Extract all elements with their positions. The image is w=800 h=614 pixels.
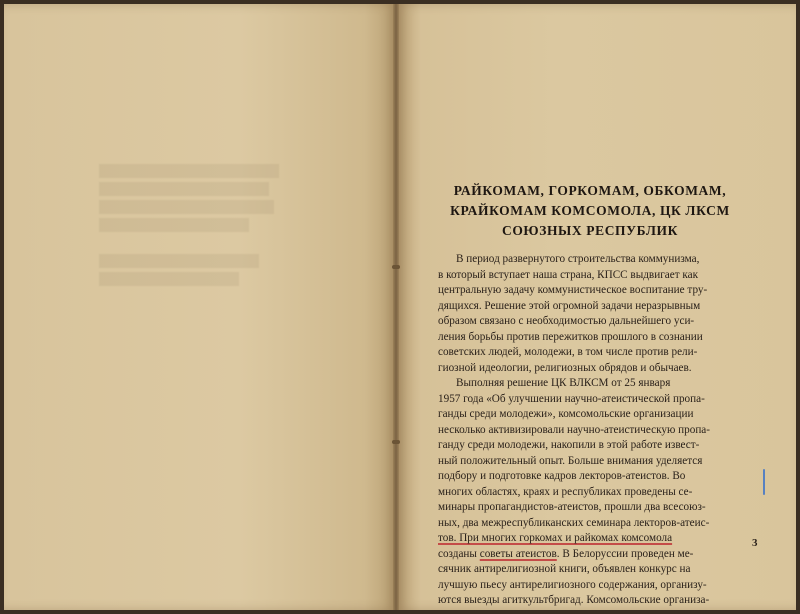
text-line: ных, два межреспубликанских семинара лекторов-атеис- xyxy=(438,516,710,529)
text-fragment: созданы xyxy=(438,547,480,560)
underlined-phrase: советы атеистов xyxy=(479,547,557,560)
staple xyxy=(392,440,400,444)
text-line: Выполняя решение ЦК ВЛКСМ от 25 января xyxy=(456,377,671,389)
text-line: многих областях, краях и республиках проведены се- xyxy=(438,485,693,498)
text-line: минары пропагандистов-атеистов, прошли два всесоюз- xyxy=(438,501,706,513)
text-line: 1957 года «Об улучшении научно-атеистической пропа- xyxy=(438,392,705,405)
text-line: образом связано с необходимостью дальнейшего уси- xyxy=(438,315,695,327)
text-line: в который вступает наша страна, КПСС выдвигает как xyxy=(438,268,699,281)
text-line: дящихся. Решение этой огромной задачи неразрывным xyxy=(438,299,701,312)
heading-line: РАЙКОМАМ, ГОРКОМАМ, ОБКОМАМ, xyxy=(453,183,727,198)
text-line: ганду среди молодежи, накопили в этой работе извест- xyxy=(438,439,700,451)
show-through-text xyxy=(99,164,289,290)
text-line: сячник антирелигиозной книги, объявлен конкурс на xyxy=(438,563,691,575)
text-line: советских людей, молодежи, в том числе против рели- xyxy=(438,346,698,358)
heading-line: КРАЙКОМАМ КОМСОМОЛА, ЦК ЛКСМ xyxy=(450,203,730,218)
left-page xyxy=(4,4,396,610)
pen-margin-mark xyxy=(763,469,765,495)
text-line: подбору и подготовке кадров лекторов-атеистов. Во xyxy=(438,470,686,482)
text-line: В период развернутого строительства коммунизма, xyxy=(456,253,700,265)
text-line xyxy=(438,547,758,563)
page-heading xyxy=(440,181,740,241)
text-line: гиозной идеологии, религиозных обрядов и обычаев. xyxy=(438,361,692,374)
text-line: несколько активизировали научно-атеистическую пропа- xyxy=(438,423,710,436)
underlined-text-line: тов. При многих горкомах и райкомах комсомола xyxy=(438,532,673,544)
text-line: ются выезды агиткультбригад. Комсомольские организа- xyxy=(438,594,710,606)
text-line: ления борьбы против пережитков прошлого в сознании xyxy=(438,330,703,343)
heading-line: СОЮЗНЫХ РЕСПУБЛИК xyxy=(501,223,678,238)
text-line: ганды среди молодежи», комсомольские организации xyxy=(438,408,694,420)
text-line: центральную задачу коммунистическое воспитание тру- xyxy=(438,284,708,296)
staple xyxy=(392,265,400,269)
text-fragment: . В Белоруссии проведен ме- xyxy=(556,547,694,560)
page-number: 3 xyxy=(752,537,758,549)
body-text xyxy=(438,252,758,609)
text-line: ный положительный опыт. Больше внимания уделяется xyxy=(438,454,703,467)
book-spine xyxy=(393,4,399,610)
text-line: лучшую пьесу антирелигиозного содержания, организу- xyxy=(438,578,707,591)
